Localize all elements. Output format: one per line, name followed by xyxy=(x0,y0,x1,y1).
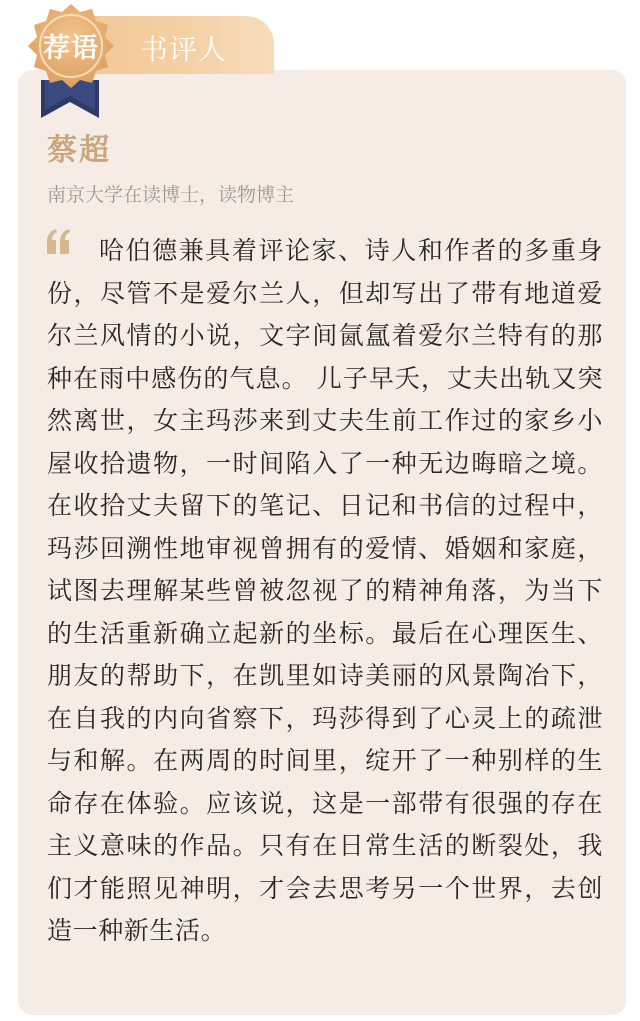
review-body: 哈伯德兼具着评论家、诗人和作者的多重身份，尽管不是爱尔兰人，但却写出了带有地道爱尔兰风情的小说，文字间氤氲着爱尔兰特有的那种在雨中感伤的气息。 儿子早夭，丈夫出轨又突然离世，女主玛莎来到丈夫生前工作过的家乡小屋收拾遗物，一时间陷入了一种无边晦暗之境。在收拾丈夫留下的笔记、日记和书信的过程中，玛莎回溯性地审视曾拥有的爱情、婚姻和家庭，试图去理解某些曾被忽视了的精神角落，为当下的生活重新确立起新的坐标。最后在心理医生、朋友的帮助下，在凯里如诗美丽的风景陶冶下，在自我的内向省察下，玛莎得到了心灵上的疏泄与和解。在两周的时间里，绽开了一种别样的生命存在体验。应该说，这是一部带有很强的存在主义意味的作品。只有在日常生活的断裂处，我们才能照见神明，才会去思考另一个世界，去创造一种新生活。 xyxy=(47,236,603,945)
reviewer-title: 南京大学在读博士，读物博主 xyxy=(47,184,295,206)
badge-label: 荐语 xyxy=(43,33,99,64)
reviewer-name: 蔡超 xyxy=(47,133,111,168)
role-label: 书评人 xyxy=(140,33,228,66)
